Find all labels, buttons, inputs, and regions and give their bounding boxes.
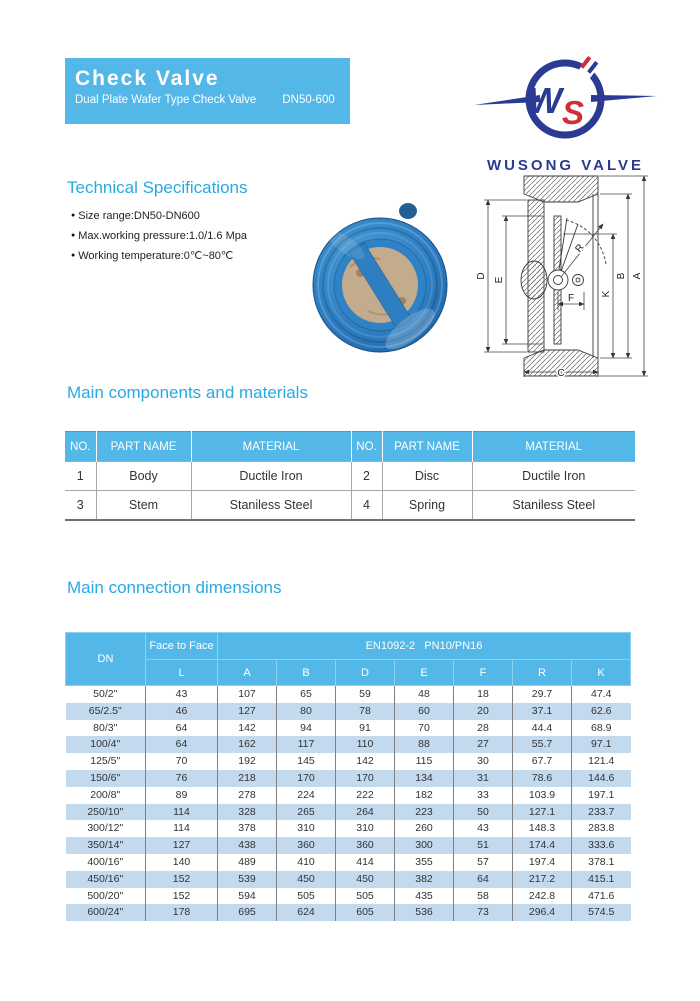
table-row [66, 804, 631, 821]
dimensions-cell: 103.9 [513, 787, 572, 804]
dimensions-cell: 76 [146, 770, 218, 787]
face-to-face-header: Face to Face [146, 633, 218, 660]
dimensions-cell: 594 [218, 888, 277, 905]
dimensions-cell: 107 [218, 686, 277, 703]
dim-label-r: R [573, 242, 587, 255]
dimensions-cell: 222 [336, 787, 395, 804]
dimensions-col-header: B [277, 660, 336, 686]
components-col-header: PART NAME [382, 432, 472, 462]
dimensions-cell: 471.6 [572, 888, 631, 905]
dimensions-cell: 127.1 [513, 804, 572, 821]
dimensions-cell: 28 [454, 720, 513, 737]
dimensions-cell: 170 [277, 770, 336, 787]
table-row [66, 904, 631, 921]
dimensions-cell: 223 [395, 804, 454, 821]
dimensions-cell: 224 [277, 787, 336, 804]
dimensions-cell: 80/3" [93, 721, 118, 734]
dimensions-cell: 134 [395, 770, 454, 787]
dimensions-cell: 73 [454, 904, 513, 921]
dimensions-cell: 600/24" [66, 904, 146, 921]
dimensions-cell: 91 [336, 720, 395, 737]
dimensions-cell: 278 [218, 787, 277, 804]
logo-monogram-w: W [528, 80, 562, 121]
components-cell: Stem [96, 491, 191, 520]
dimensions-cell: 64 [146, 720, 218, 737]
dimensions-cell: 410 [277, 854, 336, 871]
table-row [66, 871, 631, 888]
dimensions-cell: 100/4" [66, 736, 146, 753]
dimensions-cell: 355 [395, 854, 454, 871]
dimensions-cell: 55.7 [513, 736, 572, 753]
dimensions-cell: 360 [277, 837, 336, 854]
dimensions-cell: 400/16" [87, 855, 124, 868]
dimensions-cell: 117 [277, 736, 336, 753]
dimensions-cell: 438 [218, 837, 277, 854]
dimensions-cell: 415.1 [572, 871, 631, 888]
dimensions-cell: 57 [454, 854, 513, 871]
dimensions-cell: 125/5" [90, 755, 121, 768]
dimensions-cell: 197.4 [513, 854, 572, 871]
dimensions-cell: 450 [336, 871, 395, 888]
components-cell: Disc [382, 462, 472, 491]
dimensions-cell: 115 [395, 753, 454, 770]
components-col-header: MATERIAL [472, 432, 635, 462]
dimensions-cell: 382 [395, 871, 454, 888]
dimensions-cell: 60 [395, 703, 454, 720]
company-name: WUSONG VALVE [486, 157, 645, 174]
dimensions-cell: 250/10" [66, 804, 146, 821]
dimensions-cell: 328 [218, 804, 277, 821]
dimensions-cell: 31 [454, 770, 513, 787]
dimensions-cell: 46 [146, 703, 218, 720]
logo-monogram-s: S [562, 94, 585, 131]
dimensions-cell: 162 [218, 736, 277, 753]
table-row [66, 686, 631, 703]
dimensions-cell: 605 [336, 904, 395, 921]
components-cell: 2 [351, 462, 382, 491]
dimensions-cell: 110 [336, 736, 395, 753]
table-row [66, 720, 631, 737]
dimensions-cell: 80 [277, 703, 336, 720]
dimensions-cell: 574.5 [572, 904, 631, 921]
dimensions-cell: 127 [218, 703, 277, 720]
dimensions-col-header: A [218, 660, 277, 686]
dimensions-cell: 360 [336, 837, 395, 854]
dimensions-cell: 64 [454, 871, 513, 888]
dimensions-cell: 144.6 [572, 770, 631, 787]
dimensions-col-header: L [146, 660, 218, 686]
tech-specs-heading: Technical Specifications [67, 178, 248, 197]
dimensions-cell: 59 [336, 686, 395, 703]
dimensions-cell: 174.4 [513, 837, 572, 854]
components-cell: 3 [65, 491, 96, 520]
dimensions-cell: 218 [218, 770, 277, 787]
dimensions-cell: 142 [218, 720, 277, 737]
dimensions-cell: 182 [395, 787, 454, 804]
dimensions-cell: 50/2" [93, 688, 118, 700]
dimension-drawing [466, 164, 656, 389]
components-cell: Ductile Iron [472, 462, 635, 491]
page-title: Check Valve [75, 67, 220, 90]
product-photo [310, 193, 450, 371]
components-cell: Staniless Steel [191, 491, 351, 520]
table-row [66, 787, 631, 804]
dimensions-cell: 62.6 [572, 703, 631, 720]
dimensions-cell: 197.1 [572, 787, 631, 804]
dimensions-cell: 78 [336, 703, 395, 720]
wusong-logo-icon [468, 50, 663, 150]
table-row [66, 703, 631, 720]
dimensions-cell: 300/12" [87, 822, 124, 835]
table-row [66, 820, 631, 837]
dim-label-a: A [632, 272, 643, 280]
dimensions-cell: 435 [395, 888, 454, 905]
dimensions-cell: 505 [277, 888, 336, 905]
title-banner [65, 58, 350, 124]
dimensions-col-header: F [454, 660, 513, 686]
dimensions-cell: 67.7 [513, 753, 572, 770]
dimensions-cell: 242.8 [513, 888, 572, 905]
dimensions-cell: 624 [277, 904, 336, 921]
dimensions-cell: 539 [218, 871, 277, 888]
dimensions-cell: 33 [454, 787, 513, 804]
dimensions-cell: 233.7 [572, 804, 631, 821]
dimensions-cell: 114 [146, 804, 218, 821]
table-row [66, 854, 631, 871]
dimensions-cell: 450 [277, 871, 336, 888]
dimensions-cell: 178 [146, 904, 218, 921]
spec-bullet: ● Size range:DN50-DN600 [71, 206, 247, 226]
components-cell: Ductile Iron [191, 462, 351, 491]
dimensions-cell: 121.4 [572, 753, 631, 770]
dimensions-cell: 27 [454, 736, 513, 753]
dim-label-f: F [567, 293, 575, 304]
dimensions-cell: 37.1 [513, 703, 572, 720]
dimensions-cell: 170 [336, 770, 395, 787]
dimensions-cell: 489 [218, 854, 277, 871]
dimensions-cell: 265 [277, 804, 336, 821]
dimensions-cell: 89 [146, 787, 218, 804]
dimensions-cell: 94 [277, 720, 336, 737]
components-table [65, 431, 635, 521]
table-row [66, 888, 631, 905]
components-cell: 4 [351, 491, 382, 520]
dimensions-cell: 30 [454, 753, 513, 770]
dimensions-cell: 283.8 [572, 820, 631, 837]
dimensions-cell: 296.4 [513, 904, 572, 921]
dimensions-cell: 414 [336, 854, 395, 871]
dimensions-col-header: E [395, 660, 454, 686]
components-col-header: MATERIAL [191, 432, 351, 462]
dimensions-col-header: D [336, 660, 395, 686]
tech-specs-list [71, 206, 247, 266]
table-row [66, 770, 631, 787]
spec-bullet: ● Max.working pressure:1.0/1.6 Mpa [71, 226, 247, 246]
dimensions-cell: 217.2 [513, 871, 572, 888]
components-col-header: NO. [351, 432, 382, 462]
components-col-header: NO. [65, 432, 96, 462]
dim-label-c: C [557, 368, 565, 379]
components-header-row [65, 432, 635, 462]
dimensions-cell: 500/20" [87, 889, 124, 902]
components-cell: Staniless Steel [472, 491, 635, 520]
dimensions-cell: 192 [218, 753, 277, 770]
dimensions-cell: 350/14" [66, 837, 146, 854]
dimensions-header-row-1 [66, 633, 631, 660]
dim-label-k: K [601, 290, 612, 298]
dimensions-cell: 43 [146, 686, 218, 703]
dimensions-cell: 378.1 [572, 854, 631, 871]
table-row [65, 462, 635, 491]
dimensions-cell: 65 [277, 686, 336, 703]
dim-label-b: B [616, 272, 627, 280]
dimensions-cell: 152 [146, 888, 218, 905]
dimensions-cell: 264 [336, 804, 395, 821]
dimensions-cell: 152 [146, 871, 218, 888]
dimensions-cell: 43 [454, 820, 513, 837]
dimensions-cell: 148.3 [513, 820, 572, 837]
dimensions-cell: 333.6 [572, 837, 631, 854]
dimensions-cell: 18 [454, 686, 513, 703]
dimensions-cell: 78.6 [513, 770, 572, 787]
dimensions-cell: 142 [336, 753, 395, 770]
dimensions-cell: 536 [395, 904, 454, 921]
dn-column-header: DN [66, 633, 146, 686]
dimensions-cell: 114 [146, 820, 218, 837]
dimensions-cell: 58 [454, 888, 513, 905]
dimensions-cell: 300 [395, 837, 454, 854]
components-col-header: PART NAME [96, 432, 191, 462]
dimensions-cell: 64 [146, 736, 218, 753]
page-subtitle [75, 94, 350, 106]
dimensions-cell: 97.1 [572, 736, 631, 753]
components-cell: 1 [65, 462, 96, 491]
dimensions-col-header: K [572, 660, 631, 686]
dimensions-cell: 505 [336, 888, 395, 905]
dimensions-cell: 378 [218, 820, 277, 837]
dimensions-cell: 310 [277, 820, 336, 837]
components-heading: Main components and materials [67, 383, 308, 402]
dimensions-cell: 68.9 [572, 720, 631, 737]
dimensions-heading: Main connection dimensions [67, 578, 282, 597]
dimensions-header-row-2 [66, 660, 631, 686]
table-row [66, 837, 631, 854]
dimensions-cell: 145 [277, 753, 336, 770]
components-cell: Spring [382, 491, 472, 520]
dimensions-cell: 20 [454, 703, 513, 720]
dimensions-cell: 140 [146, 854, 218, 871]
table-row [65, 491, 635, 520]
dimensions-cell: 47.4 [572, 686, 631, 703]
dimensions-cell: 695 [218, 904, 277, 921]
company-logo [468, 50, 663, 174]
dim-label-e: E [494, 276, 505, 284]
dimensions-cell: 150/6" [66, 770, 146, 787]
model-range: DN50-600 [282, 94, 335, 106]
dimensions-cell: 51 [454, 837, 513, 854]
dimensions-cell: 450/16" [66, 871, 146, 888]
dimensions-table [65, 632, 631, 921]
dimensions-col-header: R [513, 660, 572, 686]
subtitle-text: Dual Plate Wafer Type Check Valve [75, 94, 257, 106]
dimensions-cell: 70 [146, 753, 218, 770]
dimensions-cell: 200/8" [90, 788, 121, 801]
dimensions-cell: 44.4 [513, 720, 572, 737]
dimensions-cell: 127 [146, 837, 218, 854]
components-cell: Body [96, 462, 191, 491]
dimensions-cell: 48 [395, 686, 454, 703]
table-row [66, 753, 631, 770]
dimensions-cell: 88 [395, 736, 454, 753]
standard-header: EN1092-2 PN10/PN16 [218, 633, 631, 660]
dim-label-d: D [476, 272, 487, 280]
dimensions-cell: 65/2.5" [66, 703, 146, 720]
dimensions-cell: 260 [395, 820, 454, 837]
dimensions-cell: 50 [454, 804, 513, 821]
dimensions-cell: 310 [336, 820, 395, 837]
dimensions-cell: 29.7 [513, 686, 572, 703]
dimensions-cell: 70 [395, 720, 454, 737]
table-row [66, 736, 631, 753]
spec-bullet: ● Working temperature:0℃~80℃ [71, 246, 247, 266]
